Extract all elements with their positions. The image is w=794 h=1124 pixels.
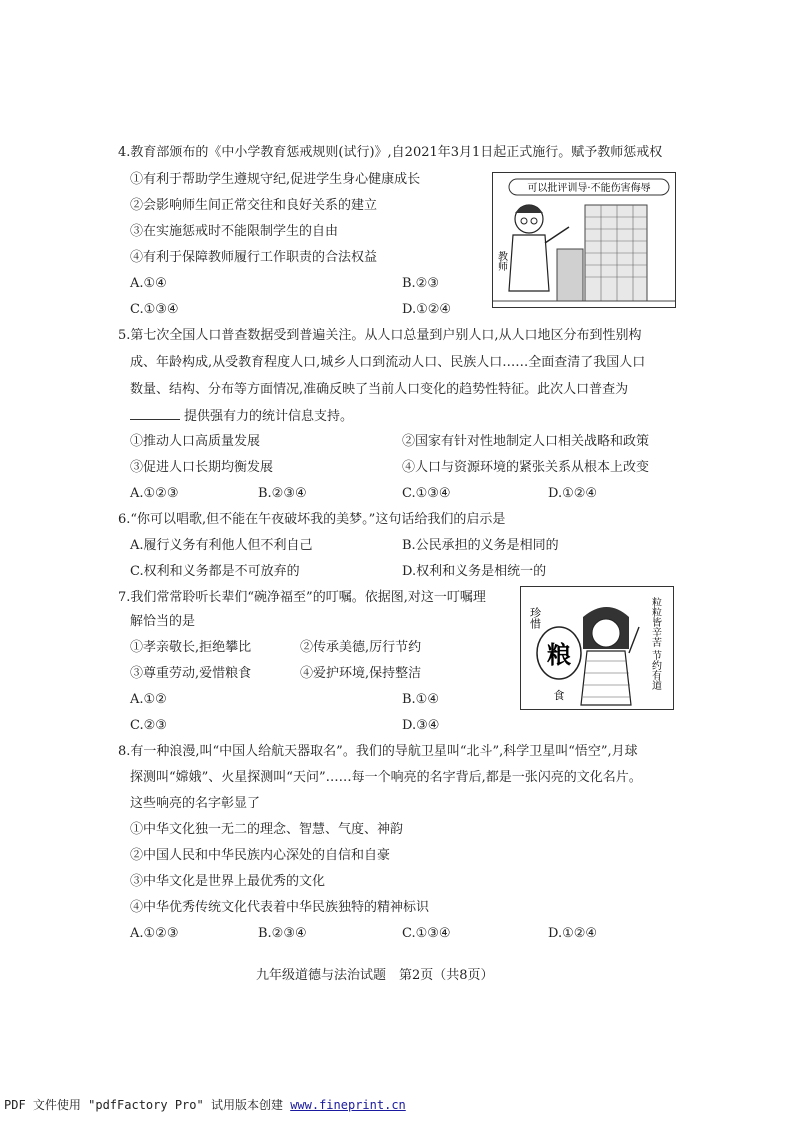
q7-item-1: ①孝亲敬长,拒绝攀比 — [130, 640, 252, 655]
q7-cartoon — [520, 586, 674, 710]
q5-item-2: ②国家有针对性地制定人口相关战略和政策 — [402, 434, 650, 449]
q4-item-4: ④有利于保障教师履行工作职责的合法权益 — [130, 250, 378, 265]
q5-stem-line-2: 成、年龄构成,从受教育程度人口,城乡人口到流动人口、民族人口……全面查清了我国人口 — [130, 355, 646, 370]
teacher-cartoon-illustration — [493, 173, 675, 307]
q5-stem-tail: 提供强有力的统计信息支持。 — [184, 409, 354, 424]
q7-stem-line-1: 7.我们常常聆听长辈们“碗净福至”的叮嘱。依据图,对这一叮嘱理 — [118, 590, 486, 605]
q6-choice-b: B.公民承担的义务是相同的 — [402, 538, 559, 553]
q4-item-3: ③在实施惩戒时不能限制学生的自由 — [130, 224, 339, 239]
q4-choice-c: C.①③④ — [130, 302, 179, 317]
pdf-watermark — [4, 1096, 406, 1113]
q4-cartoon — [492, 172, 676, 308]
q7-choice-c: C.②③ — [130, 718, 167, 733]
q7-item-2: ②传承美德,厉行节约 — [300, 640, 422, 655]
q7-cartoon-center: 粮 — [547, 640, 571, 669]
q7-cartoon-right: 粒粒皆辛苦 节约有道 — [649, 597, 661, 691]
q7-cartoon-left: 珍惜 — [528, 607, 542, 629]
q5-stem-line-4 — [130, 408, 353, 425]
q4-item-2: ②会影响师生间正常交往和良好关系的建立 — [130, 198, 378, 213]
q4-choice-b: B.②③ — [402, 276, 439, 291]
q4-choice-a: A.①④ — [130, 276, 167, 291]
q7-cartoon-bottom: 食 — [553, 689, 565, 702]
q5-item-4: ④人口与资源环境的紧张关系从根本上改变 — [402, 460, 650, 475]
q5-choice-b: B.②③④ — [258, 486, 307, 501]
q7-item-4: ④爱护环境,保持整洁 — [300, 666, 422, 681]
q6-stem: 6.“你可以唱歌,但不能在午夜破坏我的美梦。”这句话给我们的启示是 — [118, 512, 506, 527]
q5-stem-line-1: 5.第七次全国人口普查数据受到普遍关注。从人口总量到户别人口,从人口地区分布到性别构 — [118, 328, 642, 343]
q5-stem-line-3: 数量、结构、分布等方面情况,准确反映了当前人口变化的趋势性特征。此次人口普查为 — [130, 382, 629, 397]
q5-choice-a: A.①②③ — [130, 486, 179, 501]
q8-item-2: ②中国人民和中华民族内心深处的自信和自豪 — [130, 848, 391, 863]
q4-stem: 4.教育部颁布的《中小学教育惩戒规则(试行)》,自2021年3月1日起正式施行。赋予教师惩戒权 — [118, 145, 663, 160]
q6-choice-c: C.权利和义务都是不可放弃的 — [130, 564, 300, 579]
q8-stem-line-3: 这些响亮的名字彰显了 — [130, 796, 261, 811]
fineprint-link[interactable]: www.fineprint.cn — [290, 1098, 406, 1112]
q7-item-3: ③尊重劳动,爱惜粮食 — [130, 666, 252, 681]
q5-item-1: ①推动人口高质量发展 — [130, 434, 261, 449]
q8-choice-b: B.②③④ — [258, 926, 307, 941]
q8-choice-c: C.①③④ — [402, 926, 451, 941]
q6-choice-a: A.履行义务有利他人但不利自己 — [130, 538, 313, 553]
q4-item-1: ①有利于帮助学生遵规守纪,促进学生身心健康成长 — [130, 172, 421, 187]
q7-choice-d: D.③④ — [402, 718, 440, 733]
q7-choice-a: A.①② — [130, 692, 167, 707]
q8-item-4: ④中华优秀传统文化代表着中华民族独特的精神标识 — [130, 900, 430, 915]
q5-choice-c: C.①③④ — [402, 486, 451, 501]
q7-stem-line-2: 解恰当的是 — [130, 614, 196, 629]
q5-item-3: ③促进人口长期均衡发展 — [130, 460, 274, 475]
q4-cartoon-label: 教师 — [495, 251, 507, 271]
q5-choice-d: D.①②④ — [548, 486, 598, 501]
answer-blank — [130, 408, 180, 420]
q8-item-1: ①中华文化独一无二的理念、智慧、气度、神韵 — [130, 822, 404, 837]
q7-choice-b: B.①④ — [402, 692, 439, 707]
q4-cartoon-caption: 可以批评训导·不能伤害侮辱 — [527, 183, 651, 194]
grain-cartoon-illustration — [521, 587, 673, 709]
q8-stem-line-1: 8.有一种浪漫,叫“中国人给航天器取名”。我们的导航卫星叫“北斗”,科学卫星叫“悟空”,月球 — [118, 744, 638, 759]
pdf-note: PDF 文件使用 "pdfFactory Pro" 试用版本创建 — [4, 1098, 283, 1112]
q8-choice-d: D.①②④ — [548, 926, 598, 941]
page-footer: 九年级道德与法治试题 第2页（共8页） — [256, 968, 494, 983]
q8-choice-a: A.①②③ — [130, 926, 179, 941]
q4-choice-d: D.①②④ — [402, 302, 452, 317]
q8-item-3: ③中华文化是世界上最优秀的文化 — [130, 874, 326, 889]
q8-stem-line-2: 探测叫“嫦娥”、火星探测叫“天问”……每一个响亮的名字背后,都是一张闪亮的文化名片。 — [130, 770, 642, 785]
q6-choice-d: D.权利和义务是相统一的 — [402, 564, 547, 579]
